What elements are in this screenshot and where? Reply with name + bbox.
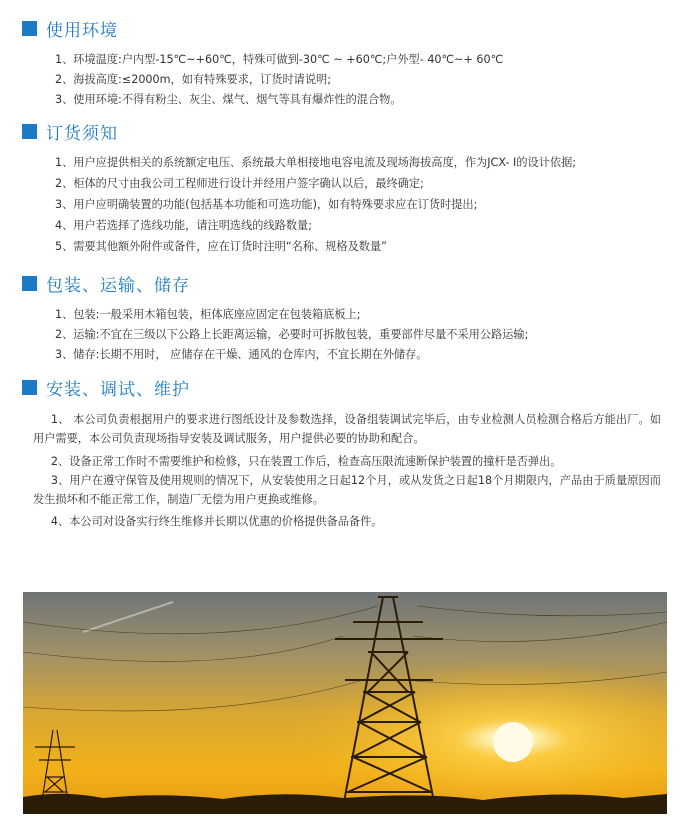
section-marker — [22, 124, 37, 139]
section-heading-ordering — [22, 120, 118, 142]
list-item: 4、用户若选择了选线功能，请注明选线的线路数量; — [55, 219, 313, 232]
section-title: 安装、调试、维护 — [46, 379, 190, 400]
section-marker — [22, 21, 37, 36]
list-item: 2、柜体的尺寸由我公司工程师进行设计并经用户签字确认以后，最终确定; — [55, 177, 424, 190]
power-tower-sunset-photo — [23, 592, 667, 814]
paragraph: 3、用户在遵守保管及使用规则的情况下，从安装使用之日起12个月，或从发货之日起18个月期限内，产品由于质量原因而发生损坏和不能正常工作，制造厂无偿为用户更换或维修。 — [33, 474, 661, 506]
list-item: 5、需要其他额外附件或备件，应在订货时注明“名称、规格及数量” — [55, 240, 387, 253]
section-marker — [22, 380, 37, 395]
list-item: 1、用户应提供相关的系统额定电压、系统最大单相接地电容电流及现场海拔高度，作为JCX- Ⅰ的设计依据; — [55, 156, 577, 169]
list-item: 3、储存:长期不用时， 应储存在干燥、通风的仓库内，不宜长期在外储存。 — [55, 348, 428, 361]
sun — [493, 722, 533, 762]
section-heading-installation — [22, 376, 190, 398]
paragraph: 1、 本公司负责根据用户的要求进行图纸设计及参数选择，设备组装调试完毕后，由专业检测人员检测合格后方能出厂。如用户需要，本公司负责现场指导安装及调试服务，用户提供必要的协助和配合。 — [33, 413, 661, 445]
list-item: 2、运输:不宜在三级以下公路上长距离运输，必要时可拆散包装，重要部件尽量不采用公路运输; — [55, 328, 529, 341]
list-item: 3、使用环境:不得有粉尘、灰尘、煤气、烟气等具有爆炸性的混合物。 — [55, 93, 402, 106]
section-title: 订货须知 — [46, 123, 118, 144]
section-title: 使用环境 — [46, 20, 118, 41]
list-item: 1、包装:一般采用木箱包装，柜体底座应固定在包装箱底板上; — [55, 308, 361, 321]
paragraph: 2、设备正常工作时不需要维护和检修，只在装置工作后，检查高压限流速断保护装置的撞杆是否弹出。 — [50, 455, 562, 468]
section-title: 包装、运输、储存 — [46, 275, 190, 296]
list-item: 1、环境温度:户内型-15℃~+60℃，特殊可做到-30℃ ~ +60℃;户外型- 40℃~+ 60℃ — [55, 53, 504, 66]
section-heading-environment — [22, 17, 118, 39]
list-item: 2、海拔高度:≤2000m，如有特殊要求，订货时请说明; — [55, 73, 331, 86]
paragraph: 4、本公司对设备实行终生维修并长期以优惠的价格提供备品备件。 — [50, 515, 383, 528]
section-heading-packaging — [22, 272, 190, 294]
list-item: 3、用户应明确装置的功能(包括基本功能和可选功能)，如有特殊要求应在订货时提出; — [55, 198, 478, 211]
section-marker — [22, 276, 37, 291]
